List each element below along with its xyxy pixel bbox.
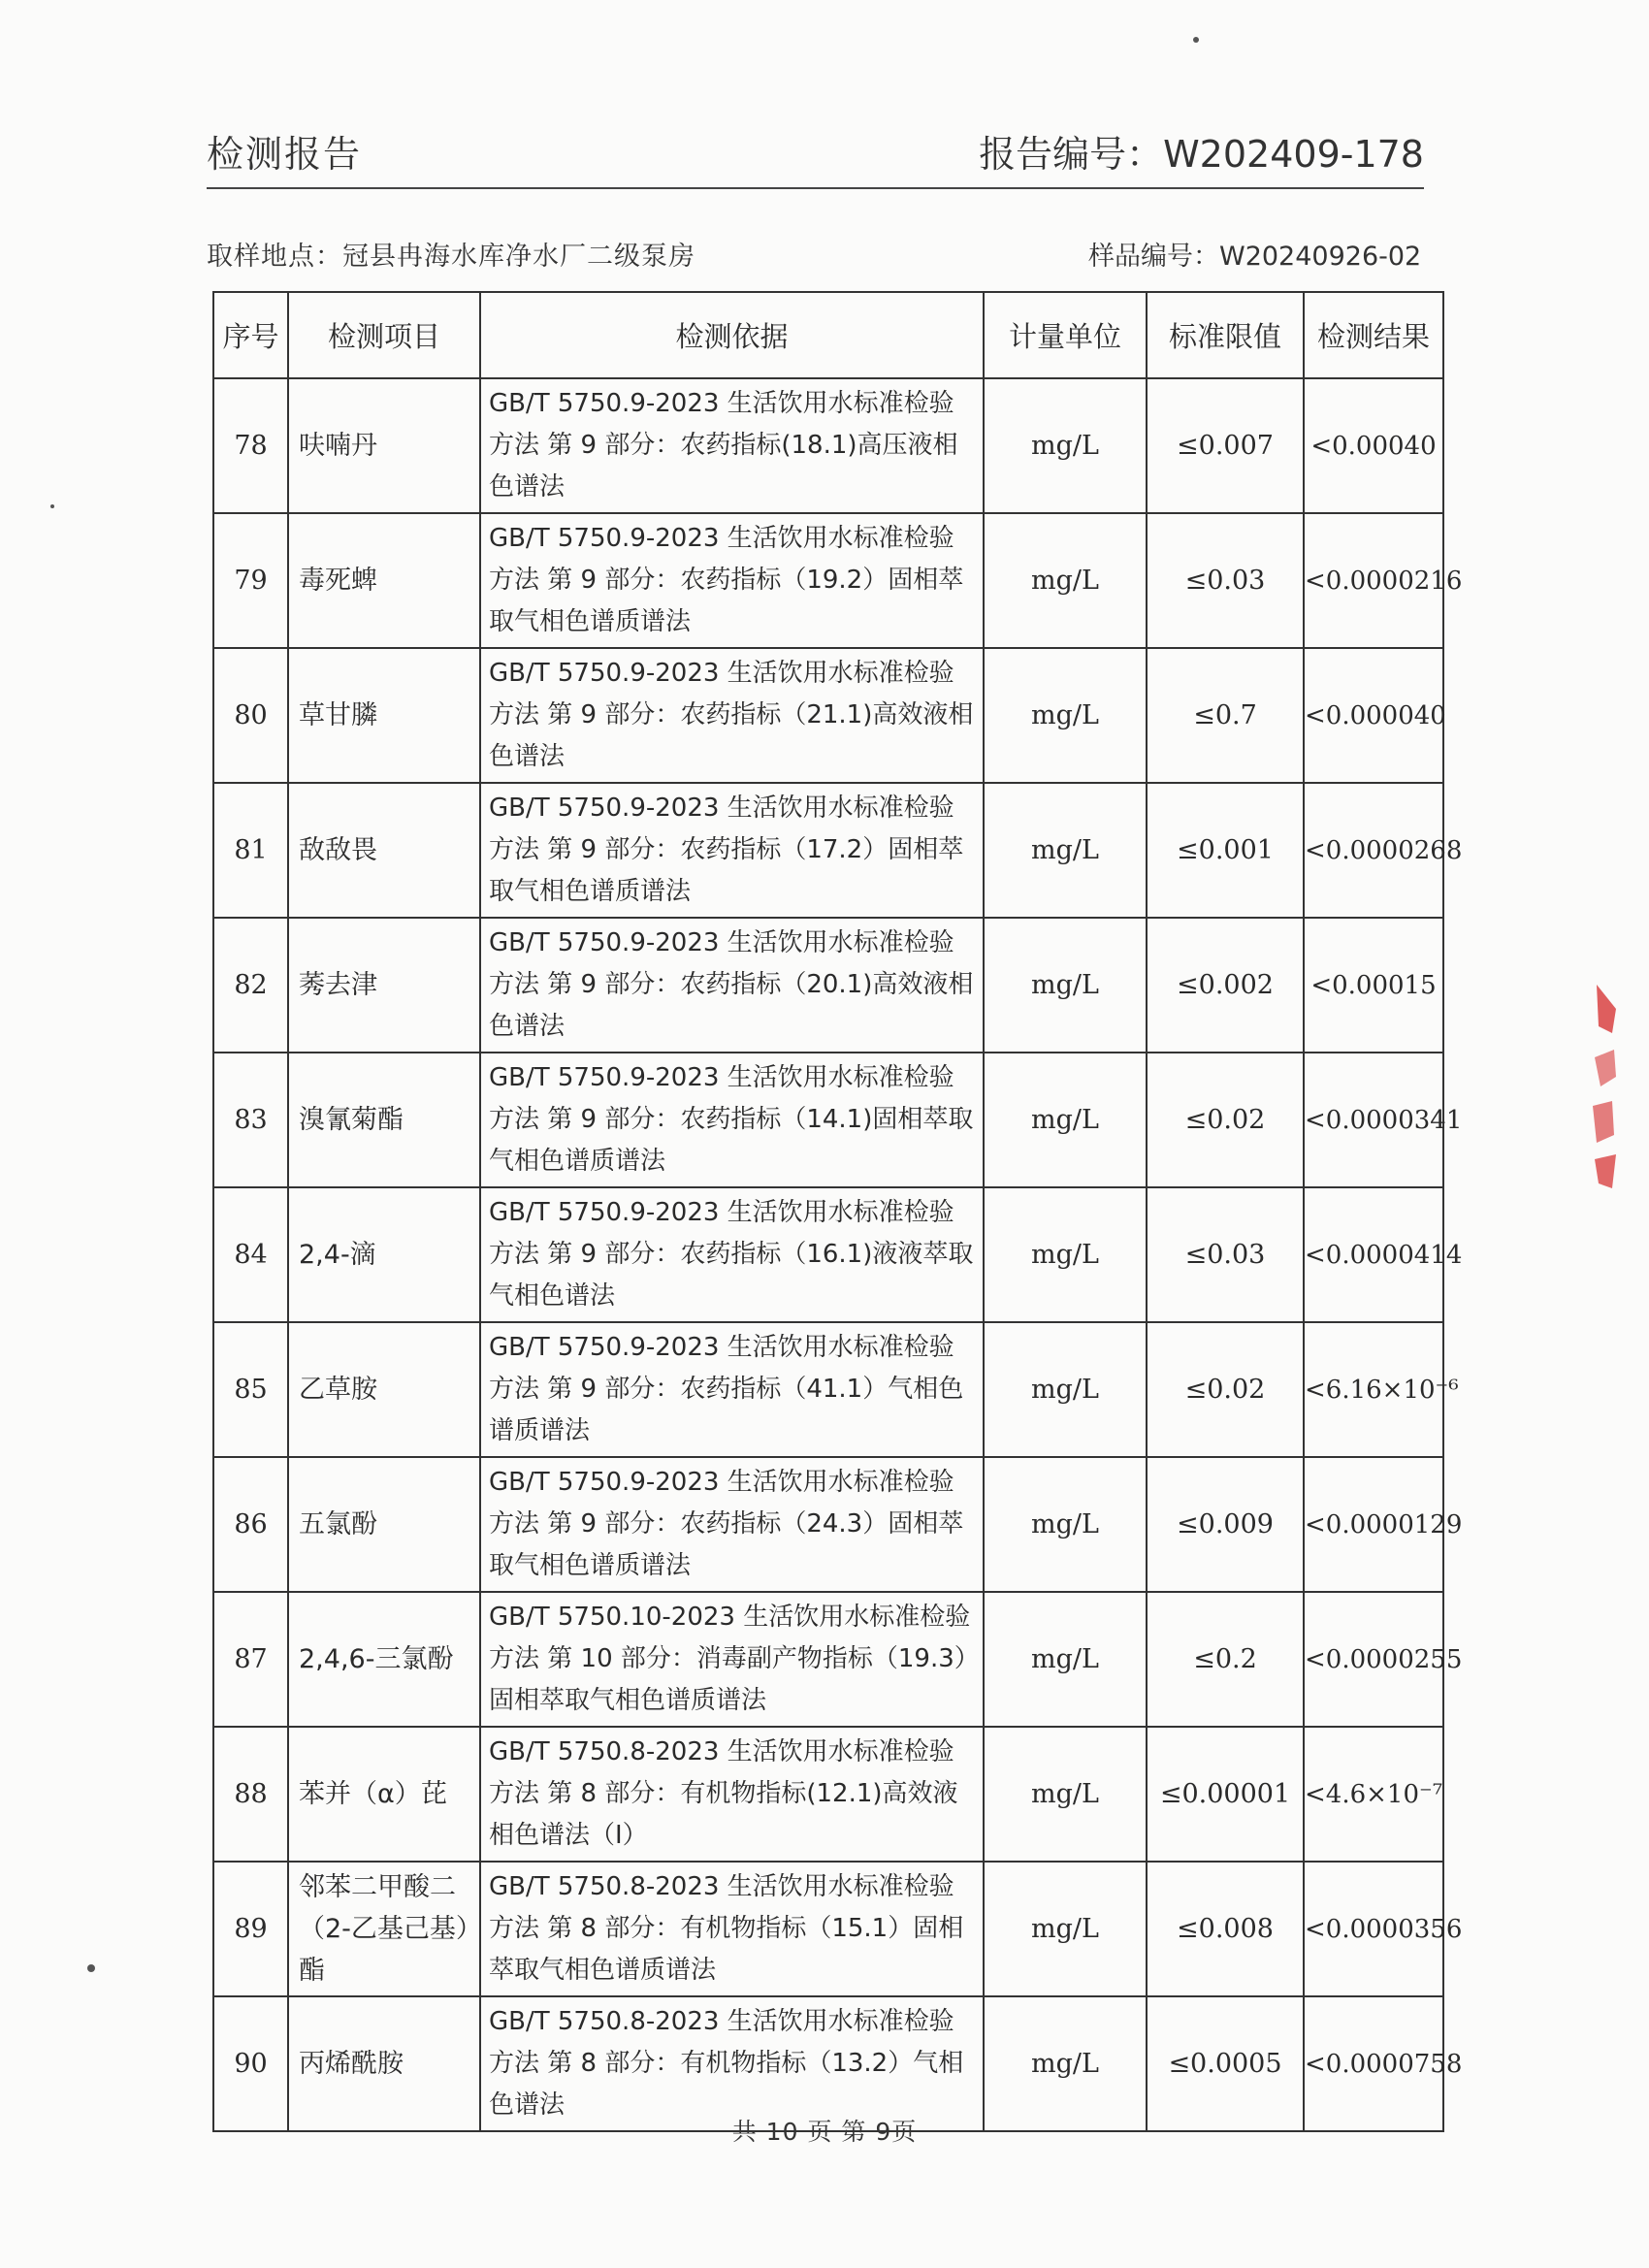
- standard-limit: ≤0.001: [1147, 783, 1304, 918]
- test-result: <6.16×10⁻⁶: [1304, 1322, 1443, 1457]
- test-result: <0.0000268: [1304, 783, 1443, 918]
- table-row: [213, 1727, 1443, 1862]
- test-item: 苯并（α）芘: [288, 1727, 480, 1862]
- test-item: 毒死蜱: [288, 513, 480, 648]
- unit: mg/L: [984, 1727, 1147, 1862]
- col-header-limit: 标准限值: [1147, 292, 1304, 378]
- row-number: 79: [213, 513, 288, 648]
- row-number: 90: [213, 1996, 288, 2131]
- table-row: [213, 1053, 1443, 1187]
- test-item: 乙草胺: [288, 1322, 480, 1457]
- unit: mg/L: [984, 1187, 1147, 1322]
- test-result: <4.6×10⁻⁷: [1304, 1727, 1443, 1862]
- row-number: 89: [213, 1862, 288, 1996]
- standard-limit: ≤0.009: [1147, 1457, 1304, 1592]
- test-basis: GB/T 5750.9-2023 生活饮用水标准检验方法 第 9 部分：农药指标（20.1)高效液相色谱法: [480, 918, 984, 1053]
- standard-limit: ≤0.7: [1147, 648, 1304, 783]
- test-basis: GB/T 5750.9-2023 生活饮用水标准检验方法 第 9 部分：农药指标(18.1)高压液相色谱法: [480, 378, 984, 513]
- test-result: <0.0000414: [1304, 1187, 1443, 1322]
- test-basis: GB/T 5750.9-2023 生活饮用水标准检验方法 第 9 部分：农药指标（14.1)固相萃取气相色谱质谱法: [480, 1053, 984, 1187]
- row-number: 81: [213, 783, 288, 918]
- row-number: 85: [213, 1322, 288, 1457]
- test-result: <0.0000341: [1304, 1053, 1443, 1187]
- results-table: [212, 291, 1463, 2132]
- report-number: 报告编号：W202409-178: [979, 133, 1424, 176]
- row-number: 80: [213, 648, 288, 783]
- unit: mg/L: [984, 378, 1147, 513]
- test-basis: GB/T 5750.9-2023 生活饮用水标准检验方法 第 9 部分：农药指标（41.1）气相色谱质谱法: [480, 1322, 984, 1457]
- row-number: 84: [213, 1187, 288, 1322]
- test-basis: GB/T 5750.8-2023 生活饮用水标准检验方法 第 8 部分：有机物指标（15.1）固相萃取气相色谱质谱法: [480, 1862, 984, 1996]
- scan-speck: [50, 504, 54, 508]
- col-header-item: 检测项目: [288, 292, 480, 378]
- unit: mg/L: [984, 1457, 1147, 1592]
- standard-limit: ≤0.02: [1147, 1322, 1304, 1457]
- table-row: [213, 1996, 1443, 2131]
- table-row: [213, 783, 1443, 918]
- test-result: <0.0000356: [1304, 1862, 1443, 1996]
- table-row: [213, 378, 1443, 513]
- standard-limit: ≤0.03: [1147, 513, 1304, 648]
- table-row: [213, 513, 1443, 648]
- standard-limit: ≤0.0005: [1147, 1996, 1304, 2131]
- test-item: 草甘膦: [288, 648, 480, 783]
- row-number: 83: [213, 1053, 288, 1187]
- test-item: 2,4,6-三氯酚: [288, 1592, 480, 1727]
- unit: mg/L: [984, 1862, 1147, 1996]
- test-item: 呋喃丹: [288, 378, 480, 513]
- row-number: 88: [213, 1727, 288, 1862]
- sample-number: 样品编号：W20240926-02: [1088, 242, 1422, 272]
- table-row: [213, 1592, 1443, 1727]
- col-header-basis: 检测依据: [480, 292, 984, 378]
- test-result: <0.0000216: [1304, 513, 1443, 648]
- table-row: [213, 1322, 1443, 1457]
- test-basis: GB/T 5750.10-2023 生活饮用水标准检验方法 第 10 部分：消毒副产物指标（19.3）固相萃取气相色谱质谱法: [480, 1592, 984, 1727]
- test-item: 丙烯酰胺: [288, 1996, 480, 2131]
- col-header-no: 序号: [213, 292, 288, 378]
- standard-limit: ≤0.03: [1147, 1187, 1304, 1322]
- test-basis: GB/T 5750.8-2023 生活饮用水标准检验方法 第 8 部分：有机物指标(12.1)高效液相色谱法（Ⅰ）: [480, 1727, 984, 1862]
- scan-speck: [87, 1964, 95, 1972]
- row-number: 87: [213, 1592, 288, 1727]
- test-result: <0.000040: [1304, 648, 1443, 783]
- test-basis: GB/T 5750.8-2023 生活饮用水标准检验方法 第 8 部分：有机物指标（13.2）气相色谱法: [480, 1996, 984, 2131]
- report-title: 检测报告: [207, 133, 363, 176]
- test-basis: GB/T 5750.9-2023 生活饮用水标准检验方法 第 9 部分：农药指标（17.2）固相萃取气相色谱质谱法: [480, 783, 984, 918]
- test-item: 溴氰菊酯: [288, 1053, 480, 1187]
- test-result: <0.0000129: [1304, 1457, 1443, 1592]
- row-number: 78: [213, 378, 288, 513]
- scan-speck: [1193, 37, 1199, 43]
- standard-limit: ≤0.007: [1147, 378, 1304, 513]
- seal-stamp-fragment: [1587, 980, 1624, 1193]
- test-result: <0.00040: [1304, 378, 1443, 513]
- table-row: [213, 1457, 1443, 1592]
- test-result: <0.0000255: [1304, 1592, 1443, 1727]
- sampling-location: 取样地点：冠县冉海水库净水厂二级泵房: [207, 242, 695, 272]
- test-result: <0.0000758: [1304, 1996, 1443, 2131]
- col-header-result: 检测结果: [1304, 292, 1443, 378]
- standard-limit: ≤0.02: [1147, 1053, 1304, 1187]
- standard-limit: ≤0.008: [1147, 1862, 1304, 1996]
- row-number: 82: [213, 918, 288, 1053]
- test-item: 莠去津: [288, 918, 480, 1053]
- unit: mg/L: [984, 513, 1147, 648]
- unit: mg/L: [984, 1592, 1147, 1727]
- standard-limit: ≤0.00001: [1147, 1727, 1304, 1862]
- test-basis: GB/T 5750.9-2023 生活饮用水标准检验方法 第 9 部分：农药指标（24.3）固相萃取气相色谱质谱法: [480, 1457, 984, 1592]
- table-row: [213, 1862, 1443, 1996]
- unit: mg/L: [984, 918, 1147, 1053]
- unit: mg/L: [984, 1053, 1147, 1187]
- test-item: 敌敌畏: [288, 783, 480, 918]
- unit: mg/L: [984, 783, 1147, 918]
- page-footer: 共 10 页 第 9页: [731, 2118, 918, 2146]
- row-number: 86: [213, 1457, 288, 1592]
- standard-limit: ≤0.002: [1147, 918, 1304, 1053]
- test-basis: GB/T 5750.9-2023 生活饮用水标准检验方法 第 9 部分：农药指标（21.1)高效液相色谱法: [480, 648, 984, 783]
- table-header-row: [213, 292, 1443, 378]
- test-item: 五氯酚: [288, 1457, 480, 1592]
- test-basis: GB/T 5750.9-2023 生活饮用水标准检验方法 第 9 部分：农药指标（16.1)液液萃取气相色谱法: [480, 1187, 984, 1322]
- unit: mg/L: [984, 648, 1147, 783]
- unit: mg/L: [984, 1996, 1147, 2131]
- test-item: 2,4-滴: [288, 1187, 480, 1322]
- unit: mg/L: [984, 1322, 1147, 1457]
- header-divider: [207, 187, 1424, 189]
- test-item: 邻苯二甲酸二（2-乙基己基）酯: [288, 1862, 480, 1996]
- test-basis: GB/T 5750.9-2023 生活饮用水标准检验方法 第 9 部分：农药指标（19.2）固相萃取气相色谱质谱法: [480, 513, 984, 648]
- test-result: <0.00015: [1304, 918, 1443, 1053]
- standard-limit: ≤0.2: [1147, 1592, 1304, 1727]
- table-row: [213, 918, 1443, 1053]
- table-row: [213, 648, 1443, 783]
- col-header-unit: 计量单位: [984, 292, 1147, 378]
- table-row: [213, 1187, 1443, 1322]
